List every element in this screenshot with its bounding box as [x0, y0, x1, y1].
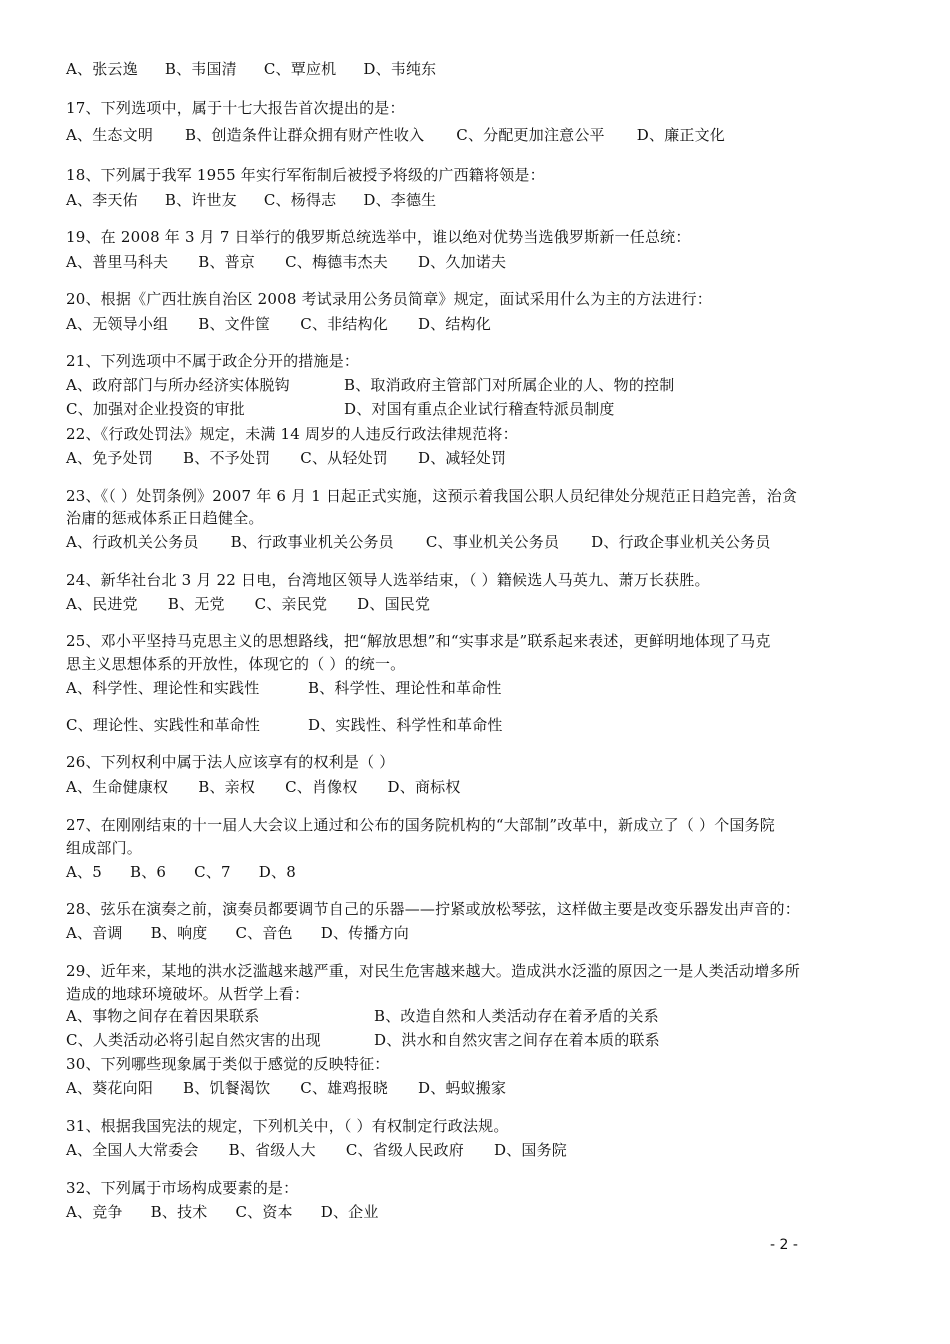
option: A、生命健康权: [66, 778, 169, 796]
option: B、文件筐: [198, 315, 271, 333]
option: D、洪水和自然灾害之间存在着本质的联系: [374, 1031, 660, 1049]
option-line: [66, 678, 890, 698]
option: B、许世友: [164, 191, 237, 209]
option: B、响度: [150, 924, 208, 942]
option: A、普里马科夫: [66, 253, 169, 271]
option: C、肖像权: [285, 778, 358, 796]
option-line: [66, 594, 890, 614]
option-line: [66, 190, 890, 210]
option-line: [66, 862, 890, 882]
option: A、行政机关公务员: [66, 533, 199, 551]
option: B、行政事业机关公务员: [230, 533, 394, 551]
option: B、省级人大: [228, 1141, 316, 1159]
question-stem: 24、新华社台北 3 月 22 日电，台湾地区领导人选举结束，（ ）籍候选人马英九、萧万长获胜。: [66, 571, 710, 589]
option: D、久加诺夫: [417, 253, 507, 271]
option: C、资本: [235, 1203, 293, 1221]
option: D、实践性、科学性和革命性: [308, 716, 503, 734]
option-line: [66, 125, 890, 145]
option-line: [66, 777, 890, 797]
option: C、人类活动必将引起自然灾害的出现: [66, 1031, 321, 1049]
question-stem: 27、在刚刚结束的十一届人大会议上通过和公布的国务院机构的“大部制”改革中，新成立了（ ）个国务院: [66, 816, 775, 834]
option: B、技术: [150, 1203, 208, 1221]
option: A、生态文明: [66, 126, 154, 144]
option: C、覃应机: [263, 60, 337, 78]
option: D、结构化: [417, 315, 491, 333]
option-line: [66, 375, 890, 395]
option: C、非结构化: [300, 315, 388, 333]
option-line: [66, 1006, 890, 1026]
option: C、分配更加注意公平: [456, 126, 605, 144]
option: B、不予处罚: [183, 449, 271, 467]
option: D、传播方向: [320, 924, 409, 942]
option: A、事物之间存在着因果联系: [66, 1007, 260, 1025]
option: D、蚂蚁搬家: [417, 1079, 507, 1097]
question-stem: 30、下列哪些现象属于类似于感觉的反映特征：: [66, 1055, 390, 1073]
question-stem: 18、下列属于我军 1955 年实行军衔制后被授予将级的广西籍将领是：: [66, 166, 545, 184]
option: C、杨得志: [263, 191, 337, 209]
option: C、雄鸡报晓: [300, 1079, 388, 1097]
question-stem: 29、近年来，某地的洪水泛滥越来越严重，对民生危害越来越大。造成洪水泛滥的原因之一是人类活动增多所: [66, 962, 800, 980]
option: B、普京: [198, 253, 256, 271]
question-stem: 思主义思想体系的开放性，体现它的（ ）的统一。: [66, 655, 406, 673]
option: C、从轻处罚: [300, 449, 388, 467]
option: D、李德生: [363, 191, 437, 209]
option-line: [66, 448, 890, 468]
question-stem: 22、《行政处罚法》规定，未满 14 周岁的人违反行政法律规范将：: [66, 425, 518, 443]
option: A、政府部门与所办经济实体脱钩: [66, 376, 290, 394]
option: A、全国人大常委会: [66, 1141, 199, 1159]
option: C、音色: [235, 924, 293, 942]
option-line: [66, 1140, 890, 1160]
option-line: [66, 252, 890, 272]
option-line: [66, 1202, 890, 1222]
option: D、国务院: [493, 1141, 567, 1159]
option: A、科学性、理论性和实践性: [66, 679, 260, 697]
question-stem: 23、《（ ）处罚条例》2007 年 6 月 1 日起正式实施，这预示着我国公职人员纪律处分规范正日趋完善，治贪: [66, 487, 798, 505]
option: D、国民党: [357, 595, 431, 613]
option: D、对国有重点企业试行稽查特派员制度: [344, 400, 615, 418]
option: B、韦国清: [164, 60, 237, 78]
question-stem: 造成的地球环境破坏。从哲学上看：: [66, 985, 310, 1003]
option: A、民进党: [66, 595, 138, 613]
option-line: [66, 715, 890, 735]
option: A、音调: [66, 924, 123, 942]
option: C、理论性、实践性和革命性: [66, 716, 261, 734]
option-line: [66, 1030, 890, 1050]
option: C、事业机关公务员: [425, 533, 560, 551]
option: B、6: [129, 863, 167, 881]
option: D、减轻处罚: [417, 449, 507, 467]
option: D、8: [258, 863, 296, 881]
option: A、竞争: [66, 1203, 123, 1221]
option: A、5: [66, 863, 102, 881]
option-line: [66, 59, 890, 79]
option: C、7: [194, 863, 231, 881]
question-stem: 31、根据我国宪法的规定，下列机关中，（ ）有权制定行政法规。: [66, 1117, 509, 1135]
question-stem: 28、弦乐在演奏之前，演奏员都要调节自己的乐器——拧紧或放松琴弦，这样做主要是改变乐器发出声音的：: [66, 900, 800, 918]
option: B、饥餐渴饮: [183, 1079, 271, 1097]
question-stem: 26、下列权利中属于法人应该享有的权利是（ ）: [66, 753, 395, 771]
question-stem: 21、下列选项中不属于政企分开的措施是：: [66, 352, 360, 370]
option: D、行政企事业机关公务员: [591, 533, 771, 551]
option: D、企业: [320, 1203, 379, 1221]
option: C、省级人民政府: [345, 1141, 464, 1159]
option: C、梅德韦杰夫: [285, 253, 388, 271]
option: B、无党: [167, 595, 225, 613]
page-number: - 2 -: [770, 1237, 798, 1253]
option-line: [66, 399, 890, 419]
option: B、取消政府主管部门对所属企业的人、物的控制: [344, 376, 675, 394]
option-line: [66, 923, 890, 943]
option: B、亲权: [198, 778, 256, 796]
option-line: [66, 314, 890, 334]
question-stem: 治庸的惩戒体系正日趋健全。: [66, 509, 264, 527]
option: B、创造条件让群众拥有财产性收入: [185, 126, 425, 144]
option: C、加强对企业投资的审批: [66, 400, 245, 418]
option: A、葵花向阳: [66, 1079, 154, 1097]
question-stem: 17、下列选项中，属于十七大报告首次提出的是：: [66, 99, 405, 117]
option: A、李天佑: [66, 191, 138, 209]
option: B、改造自然和人类活动存在着矛盾的关系: [374, 1007, 659, 1025]
option: D、廉正文化: [636, 126, 725, 144]
option: D、商标权: [387, 778, 461, 796]
option: A、张云逸: [66, 60, 138, 78]
option: D、韦纯东: [363, 60, 437, 78]
option: C、亲民党: [254, 595, 328, 613]
option-line: [66, 1078, 890, 1098]
question-stem: 19、在 2008 年 3 月 7 日举行的俄罗斯总统选举中，谁以绝对优势当选俄罗斯新一任总统：: [66, 228, 691, 246]
question-stem: 25、邓小平坚持马克思主义的思想路线，把“解放思想”和“实事求是”联系起来表述，更鲜明地体现了马克: [66, 632, 771, 650]
question-stem: 32、下列属于市场构成要素的是：: [66, 1179, 299, 1197]
option: B、科学性、理论性和革命性: [308, 679, 502, 697]
option: A、免予处罚: [66, 449, 154, 467]
option: A、无领导小组: [66, 315, 169, 333]
option-line: [66, 532, 890, 552]
question-stem: 20、根据《广西壮族自治区 2008 考试录用公务员简章》规定，面试采用什么为主的方法进行：: [66, 290, 713, 308]
question-stem: 组成部门。: [66, 839, 143, 857]
